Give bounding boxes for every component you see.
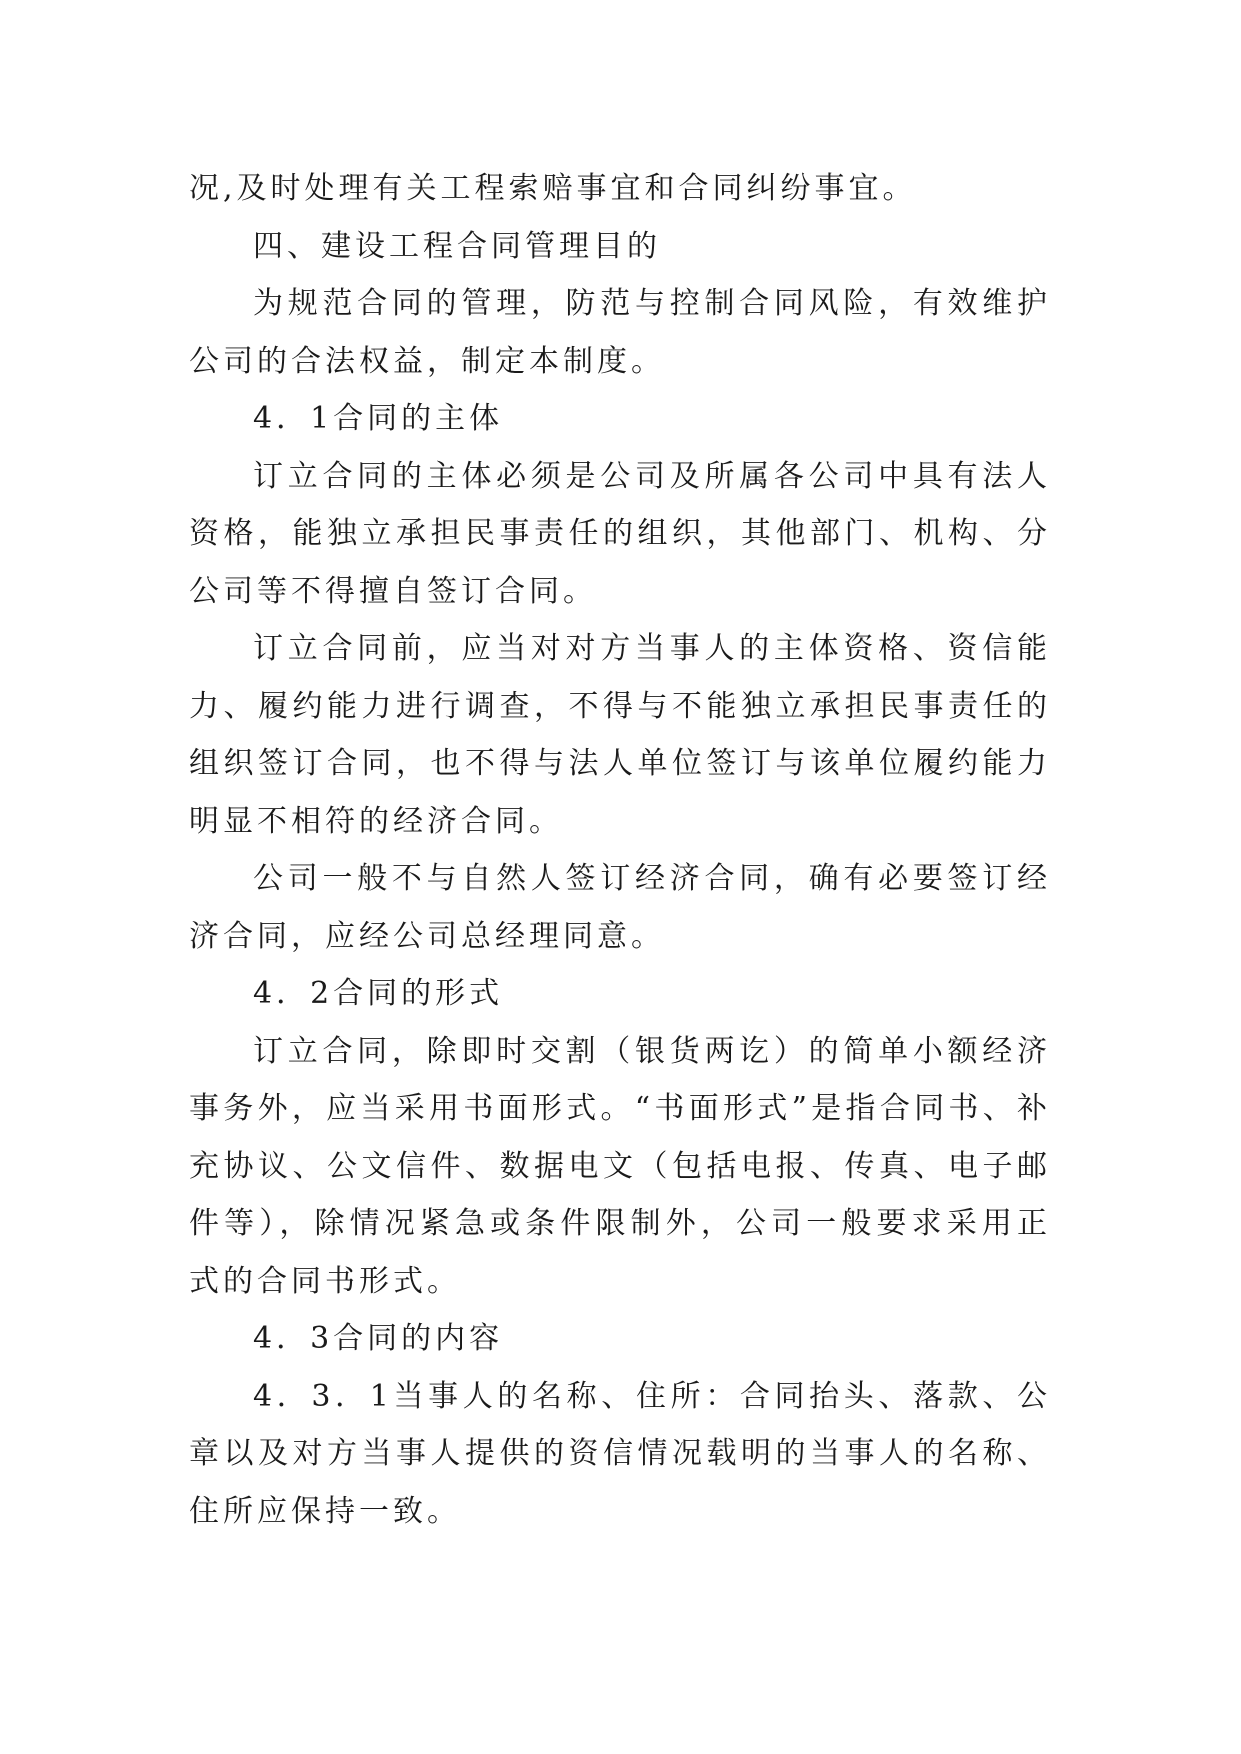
paragraph-pre-contract-investigation: 订立合同前，应当对对方当事人的主体资格、资信能力、履约能力进行调查，不得与不能独立承担民事责任的组织签订合同，也不得与法人单位签订与该单位履约能力明显不相符的经济合同。 xyxy=(189,631,1051,839)
paragraph-party-name-address: 4．3．1当事人的名称、住所：合同抬头、落款、公章以及对方当事人提供的资信情况载明的当事人的名称、住所应保持一致。 xyxy=(189,1378,1051,1529)
document-body xyxy=(189,160,1051,1540)
paragraph-purpose: 为规范合同的管理，防范与控制合同风险，有效维护公司的合法权益，制定本制度。 xyxy=(189,286,1051,379)
paragraph-contract-subject: 订立合同的主体必须是公司及所属各公司中具有法人资格，能独立承担民事责任的组织，其他部门、机构、分公司等不得擅自签订合同。 xyxy=(189,458,1051,609)
subheading-contract-content: 4．3合同的内容 xyxy=(253,1321,504,1356)
subheading-contract-subject: 4．1合同的主体 xyxy=(253,401,504,436)
section-heading-contract-management-purpose: 四、建设工程合同管理目的 xyxy=(253,228,661,264)
paragraph-continuation: 况,及时处理有关工程索赔事宜和合同纠纷事宜。 xyxy=(189,171,917,206)
paragraph-natural-person-contracts: 公司一般不与自然人签订经济合同，确有必要签订经济合同，应经公司总经理同意。 xyxy=(189,861,1051,954)
subheading-contract-form: 4．2合同的形式 xyxy=(253,976,504,1011)
paragraph-contract-form: 订立合同，除即时交割（银货两讫）的简单小额经济事务外，应当采用书面形式。“书面形式”是指合同书、补充协议、公文信件、数据电文（包括电报、传真、电子邮件等），除情况紧急或条件限制外，公司一般要求采用正式的合同书形式。 xyxy=(189,1033,1051,1299)
